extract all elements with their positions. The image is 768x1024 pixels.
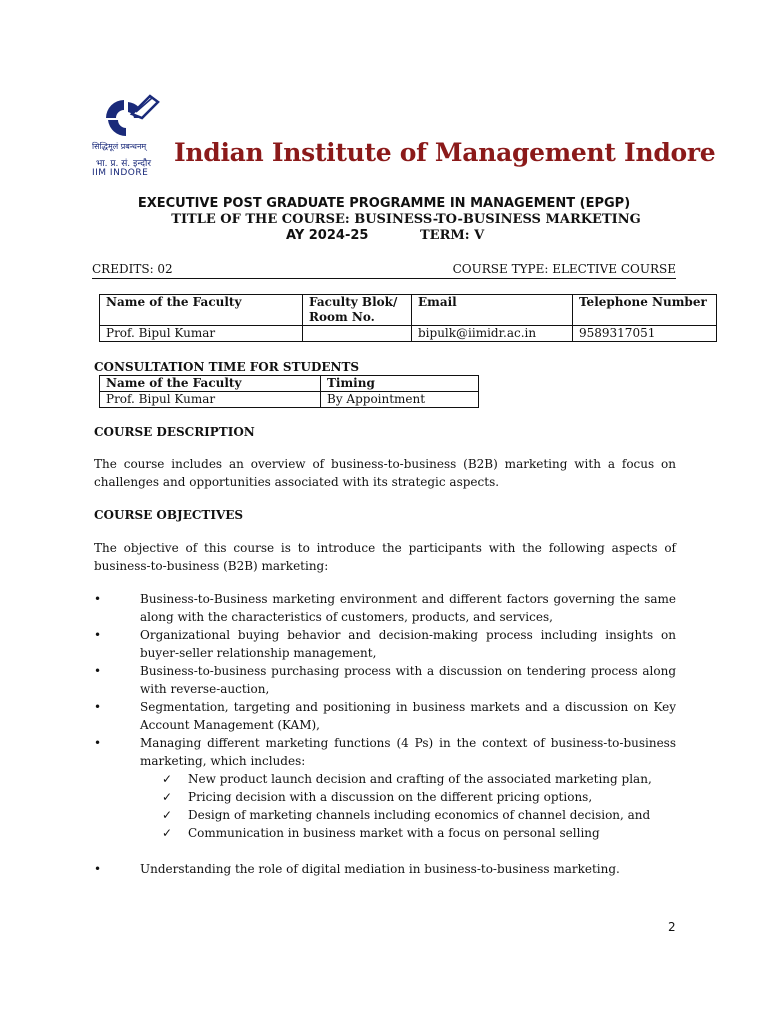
list-item (94, 662, 676, 698)
list-item (94, 590, 676, 626)
sub-list-item-text: Communication in business market with a focus on personal selling (188, 826, 600, 840)
sub-list-item (94, 770, 676, 788)
table-cell (303, 326, 412, 342)
bullet-icon: • (94, 628, 102, 642)
course-description-text: The course includes an overview of business-to-business (B2B) marketing with a focus on challenges and opportunities associated with its strategic aspects. (94, 457, 676, 489)
bullet-icon: • (94, 592, 102, 606)
list-item-text: Organizational buying behavior and decision-making process including insights on buyer-seller relationship management, (140, 628, 676, 660)
course-objectives-heading: COURSE OBJECTIVES (94, 508, 244, 522)
sub-list-item (94, 824, 676, 842)
list-item-text: Understanding the role of digital mediation in business-to-business marketing. (140, 862, 620, 876)
page-number: 2 (668, 920, 676, 934)
credits: CREDITS: 02 (92, 262, 173, 276)
table-row (100, 326, 717, 342)
table-header: Name of the Faculty (100, 295, 303, 326)
credits-row (92, 262, 676, 279)
list-item (94, 698, 676, 734)
course-description-heading: COURSE DESCRIPTION (94, 425, 255, 439)
table-row (100, 392, 479, 408)
sub-list-item-text: New product launch decision and crafting of the associated marketing plan, (188, 772, 652, 786)
course-title: TITLE OF THE COURSE: BUSINESS-TO-BUSINESS MARKETING (171, 212, 641, 227)
list-item-text: Business-to-Business marketing environment and different factors governing the same along with the characteristics of customers, products, and services, (140, 592, 676, 624)
list-item (94, 626, 676, 662)
list-item (94, 860, 676, 878)
list-item-text: Segmentation, targeting and positioning in business markets and a discussion on Key Account Management (KAM), (140, 700, 676, 732)
table-header: Timing (321, 376, 479, 392)
checkmark-icon: ✓ (162, 826, 173, 840)
term: TERM: V (420, 228, 485, 243)
bullet-icon: • (94, 664, 102, 678)
academic-year: AY 2024-25 (286, 228, 369, 243)
logo-hindi-name: भा. प्र. सं. इन्दौर (96, 159, 152, 169)
faculty-table (99, 294, 717, 342)
bullet-icon: • (94, 736, 102, 750)
bullet-icon: • (94, 700, 102, 714)
table-header-row (100, 376, 479, 392)
table-header: Telephone Number (573, 295, 717, 326)
programme-title: EXECUTIVE POST GRADUATE PROGRAMME IN MANAGEMENT (EPGP) (137, 196, 631, 211)
institute-name: Indian Institute of Management Indore (174, 138, 716, 167)
checkmark-icon: ✓ (162, 772, 173, 786)
sub-list-item-text: Design of marketing channels including economics of channel decision, and (188, 808, 651, 822)
consultation-heading: CONSULTATION TIME FOR STUDENTS (94, 360, 360, 374)
table-cell: By Appointment (321, 392, 479, 408)
sub-list-item (94, 806, 676, 824)
table-cell: Prof. Bipul Kumar (100, 326, 303, 342)
table-cell: bipulk@iimidr.ac.in (412, 326, 573, 342)
table-header: Faculty Blok/ Room No. (303, 295, 412, 326)
table-header-row (100, 295, 717, 326)
objectives-list (94, 590, 676, 878)
table-cell: Prof. Bipul Kumar (100, 392, 321, 408)
table-cell: 9589317051 (573, 326, 717, 342)
course-objectives-intro: The objective of this course is to introduce the participants with the following aspects of business-to-business (B2B) marketing: (94, 541, 676, 573)
course-type: COURSE TYPE: ELECTIVE COURSE (452, 262, 676, 276)
list-item-text: Business-to-business purchasing process with a discussion on tendering process along with reverse-auction, (140, 664, 676, 696)
checkmark-icon: ✓ (162, 808, 173, 822)
table-header: Name of the Faculty (100, 376, 321, 392)
logo-hindi-motto: सिद्धिमूलं प्रबन्धनम् (92, 142, 147, 151)
sub-list-item (94, 788, 676, 806)
logo-english-name: IIM INDORE (92, 168, 149, 178)
checkmark-icon: ✓ (162, 790, 173, 804)
consultation-table (99, 375, 479, 408)
list-item-text: Managing different marketing functions (4 Ps) in the context of business-to-business marketing, which includes: (140, 736, 676, 768)
bullet-icon: • (94, 862, 102, 876)
list-item (94, 734, 676, 770)
iim-logo-icon (96, 92, 160, 140)
table-header: Email (412, 295, 573, 326)
iim-logo (92, 92, 162, 182)
sub-list-item-text: Pricing decision with a discussion on the different pricing options, (188, 790, 593, 804)
